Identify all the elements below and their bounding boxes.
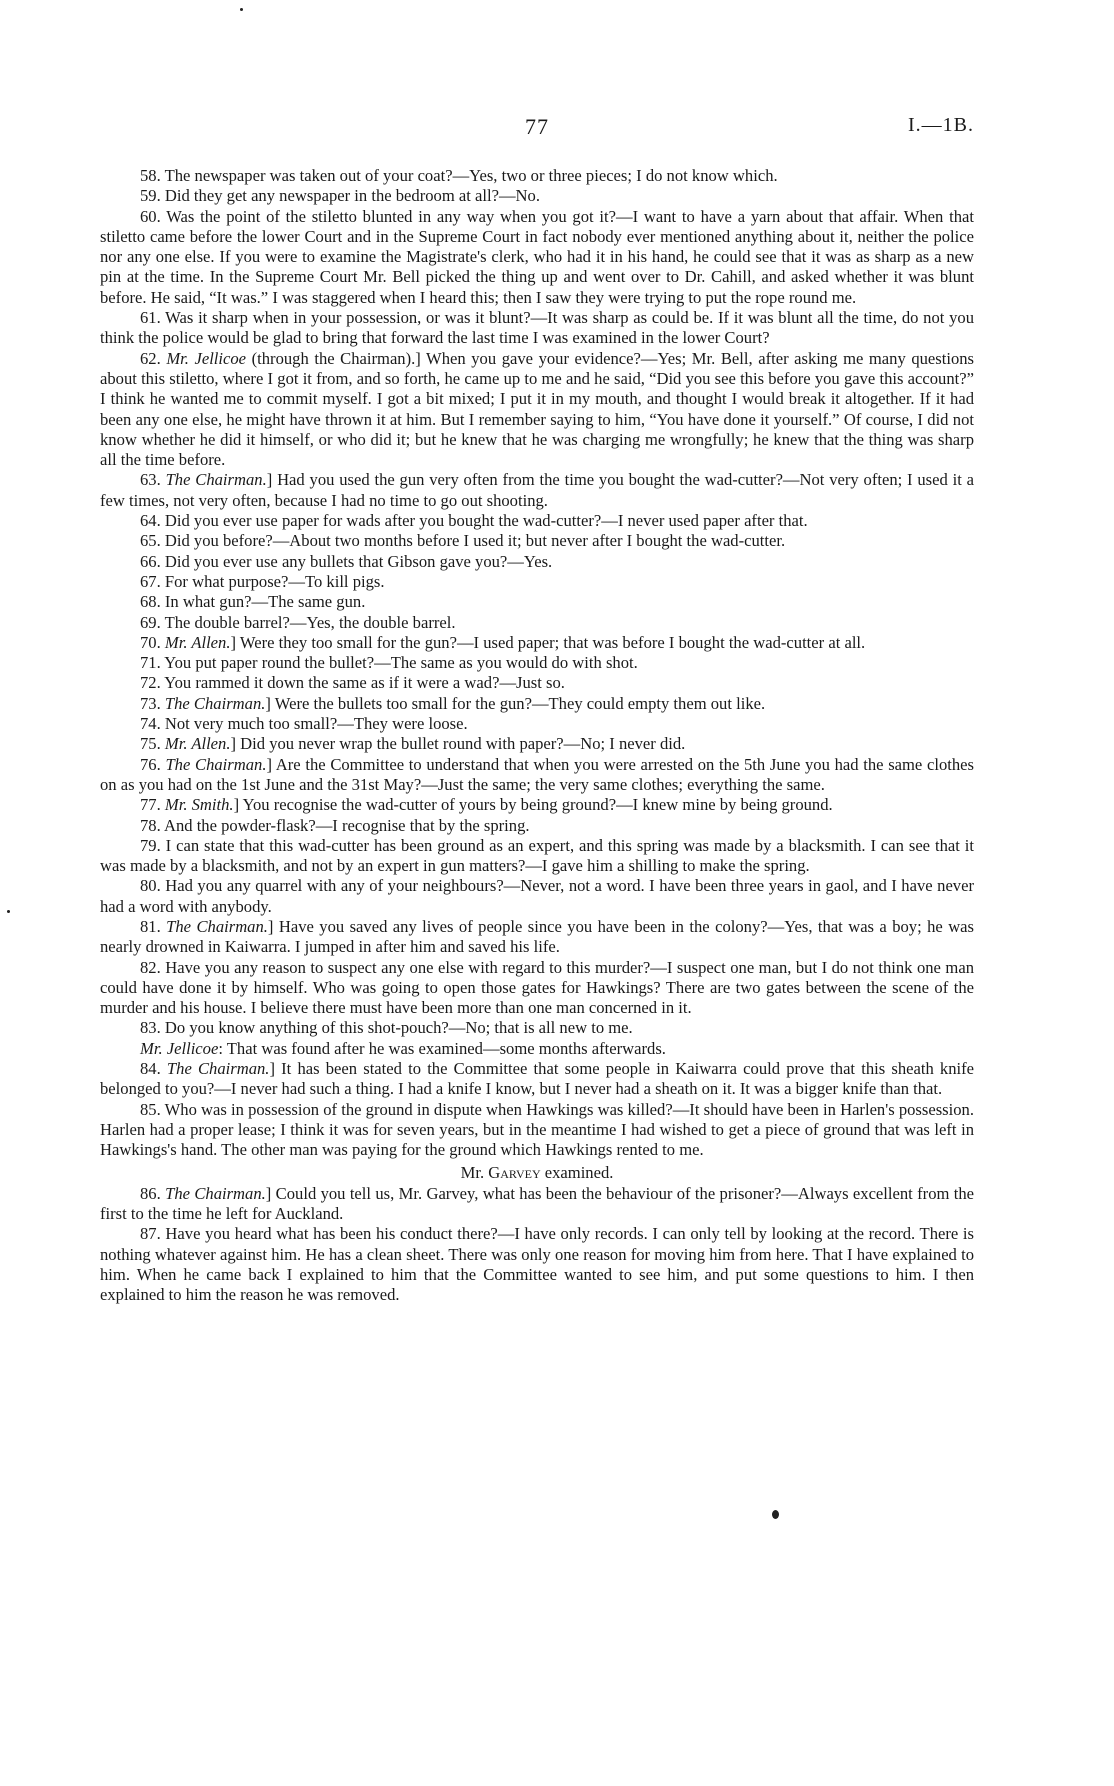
scan-speck <box>772 1510 779 1519</box>
question-number: 70. <box>140 632 165 652</box>
testimony-paragraphs-continued <box>100 1184 974 1306</box>
paragraph <box>100 1039 974 1059</box>
paragraph-text: 67. For what purpose?—To kill pigs. <box>140 571 385 591</box>
heading-suffix: examined. <box>540 1162 614 1182</box>
scan-speck <box>7 910 10 913</box>
question-number: 77. <box>140 795 165 815</box>
paragraph-text: ] You recognise the wad-cutter of yours by being ground?—I knew mine by being ground. <box>233 795 833 815</box>
speaker-name: Mr. Allen. <box>164 632 231 652</box>
paragraph <box>100 836 974 877</box>
paragraph-text: 59. Did they get any newspaper in the bedroom at all?—No. <box>140 186 540 206</box>
page-number: 77 <box>525 114 549 139</box>
paragraph <box>100 917 974 958</box>
paragraph <box>100 653 974 673</box>
question-number: 84. <box>140 1059 167 1079</box>
paragraph-text: 65. Did you before?—About two months before I used it; but never after I bought the wad-cutter. <box>140 531 786 551</box>
paragraph <box>100 694 974 714</box>
paragraph-text: 87. Have you heard what has been his conduct there?—I have only records. I can only tell by looking at the record. There is nothing whatever against him. He has a clean sheet. There was only one reason for moving him from here. That I have explained to him. When he came back I explained to him that the Committee wanted to see him, and put some questions to him. I then explained to him the reason he was removed. <box>100 1224 974 1305</box>
speaker-name: Mr. Allen. <box>164 734 231 754</box>
paragraph <box>100 1059 974 1100</box>
speaker-name: Mr. Smith. <box>164 795 234 815</box>
paragraph-text: 74. Not very much too small?—They were loose. <box>140 714 468 734</box>
paragraph <box>100 349 974 471</box>
paragraph <box>100 308 974 349</box>
paragraph-text: 85. Who was in possession of the ground in dispute when Hawkings was killed?—It should have been in Harlen's possession. Harlen had a proper lease; I think it was for seven years, but in the meantime I had wished to get a piece of ground that was left in Hawkings's hand. The other man was paying for the ground which Hawkings rented to me. <box>100 1099 974 1160</box>
speaker-name: The Chairman. <box>166 1059 270 1079</box>
paragraph <box>100 470 974 511</box>
paragraph <box>100 876 974 917</box>
paragraph <box>100 714 974 734</box>
paragraph-text: ] Were they too small for the gun?—I used paper; that was before I bought the wad-cutter at all. <box>230 632 866 652</box>
paragraph <box>100 673 974 693</box>
paragraph-text: 60. Was the point of the stiletto blunted in any way when you got it?—I want to have a yarn about that affair. When that stiletto came before the lower Court and in the Supreme Court in fact nobody ever mentioned anything about it, neither the police nor any one else. If you were to examine the Magistrate's clerk, who had it in his hand, he could see that it was as sharp as a new pin at the time. In the Supreme Court Mr. Bell picked the thing up and went over to Dr. Cahill, and asked whether it was blunt before. He said, “It was.” I was staggered when I heard this; then I saw they were trying to put the rope round me. <box>100 206 974 307</box>
paragraph-text: 71. You put paper round the bullet?—The same as you would do with shot. <box>140 653 638 673</box>
question-number: 62. <box>140 348 167 368</box>
paragraph <box>100 1018 974 1038</box>
paragraph-text: 79. I can state that this wad-cutter has been ground as an expert, and this spring was made by a blacksmith. I can see that it was made by a blacksmith, and not by an expert in gun matters?—I gave him a shilling to make the spring. <box>100 835 974 876</box>
paragraph <box>100 1100 974 1161</box>
speaker-name: The Chairman. <box>165 470 267 490</box>
paragraph-text: 80. Had you any quarrel with any of your neighbours?—Never, not a word. I have been three years in gaol, and I have never had a word with anybody. <box>100 876 974 916</box>
question-number: 81. <box>140 916 167 936</box>
paragraph-text: 78. And the powder-flask?—I recognise that by the spring. <box>140 815 530 835</box>
question-number: 76. <box>140 754 166 774</box>
paragraph-text: ] Could you tell us, Mr. Garvey, what has been the behaviour of the prisoner?—Always excellent from the first to the time he left for Auckland. <box>100 1183 975 1224</box>
paragraph <box>100 1184 974 1225</box>
speaker-name: The Chairman. <box>164 693 266 713</box>
paragraph-text: ] Were the bullets too small for the gun?—They could empty them out like. <box>265 693 766 713</box>
speaker-name: The Chairman. <box>165 754 267 774</box>
paragraph <box>100 816 974 836</box>
paragraph-text: : That was found after he was examined—some months afterwards. <box>218 1038 666 1058</box>
speaker-name: Mr. Jellicoe <box>140 1038 219 1058</box>
paragraph <box>100 734 974 754</box>
paragraph-text: 58. The newspaper was taken out of your coat?—Yes, two or three pieces; I do not know which. <box>140 166 778 185</box>
testimony-paragraphs <box>100 166 974 1161</box>
heading-prefix: Mr. <box>460 1162 489 1182</box>
paragraph-text: 66. Did you ever use any bullets that Gibson gave you?—Yes. <box>140 551 553 571</box>
paragraph <box>100 633 974 653</box>
paragraph-text: ] It has been stated to the Committee that some people in Kaiwarra could prove that this sheath knife belonged to you?—I never had such a thing. I had a knife I know, but I never had a sheath on it. It was a bigger knife than that. <box>100 1059 975 1099</box>
paragraph <box>100 958 974 1019</box>
question-number: 86. <box>140 1183 166 1203</box>
paragraph <box>100 531 974 551</box>
body-text <box>100 166 974 1306</box>
speaker-name: The Chairman. <box>166 916 268 936</box>
scan-speck <box>240 8 243 11</box>
paragraph <box>100 186 974 206</box>
speaker-name: Mr. Jellicoe <box>166 348 247 368</box>
paragraph <box>100 755 974 796</box>
question-number: 63. <box>140 470 166 490</box>
paragraph <box>100 572 974 592</box>
paragraph <box>100 592 974 612</box>
paragraph-text: 83. Do you know anything of this shot-pouch?—No; that is all new to me. <box>140 1018 633 1038</box>
section-heading <box>100 1163 974 1183</box>
paragraph <box>100 166 974 186</box>
paragraph-text: ] Did you never wrap the bullet round with paper?—No; I never did. <box>230 734 686 754</box>
paragraph <box>100 207 974 308</box>
paragraph-text: ] Are the Committee to understand that when you were arrested on the 5th June you had the same clothes on as you had on the 1st June and the 31st May?—Just the same; the very same clothes; everything the same. <box>100 754 974 794</box>
paragraph-text: ] Have you saved any lives of people since you have been in the colony?—Yes, that was a boy; he was nearly drowned in Kaiwarra. I jumped in after him and saved his life. <box>100 916 975 957</box>
speaker-name: The Chairman. <box>165 1183 266 1203</box>
paragraph-text: (through the Chairman).] When you gave your evidence?—Yes; Mr. Bell, after asking me many questions about this stiletto, where I got it from, and so forth, he came up to me and he said, “Did you see this before you gave this account?” I think he wanted me to commit myself. I got a bit mixed; I put it in my mouth, and thought I would break it altogether. If it had been any one else, he might have thrown it at him. But I remember saying to him, “You have done it yourself.” Of course, I did not know whether he did it himself, or who did it; but he knew that he was charging me wrongfully; he knew that the thing was sharp all the time before. <box>100 348 975 470</box>
page-header <box>100 114 974 144</box>
paragraph-text: 64. Did you ever use paper for wads after you bought the wad-cutter?—I never used paper after that. <box>140 511 808 531</box>
paragraph-text: ] Had you used the gun very often from the time you bought the wad-cutter?—Not very often; I used it a few times, not very often, because I had no time to go out shooting. <box>100 470 975 510</box>
paragraph-text: 69. The double barrel?—Yes, the double barrel. <box>140 612 456 632</box>
paragraph <box>100 552 974 572</box>
paragraph-text: 72. You rammed it down the same as if it were a wad?—Just so. <box>140 673 565 693</box>
paragraph-text: 82. Have you any reason to suspect any one else with regard to this murder?—I suspect one man, but I do not think one man could have done it by himself. Who was going to open those gates for Hawkings? There are two gates between the scene of the murder and his house. I believe there must have been more than one man concerned in it. <box>100 957 974 1018</box>
paragraph <box>100 795 974 815</box>
paragraph <box>100 1224 974 1305</box>
paragraph-text: 68. In what gun?—The same gun. <box>140 592 366 612</box>
heading-name: Garvey <box>488 1162 541 1182</box>
paragraph-text: 61. Was it sharp when in your possession, or was it blunt?—It was sharp as could be. If it was blunt all the time, do not you think the police would be glad to bring that forward the last time I was examined in the lower Court? <box>100 308 974 348</box>
question-number: 73. <box>140 693 165 713</box>
question-number: 75. <box>140 734 165 754</box>
document-reference: I.—1B. <box>908 114 974 136</box>
paragraph <box>100 613 974 633</box>
paragraph <box>100 511 974 531</box>
